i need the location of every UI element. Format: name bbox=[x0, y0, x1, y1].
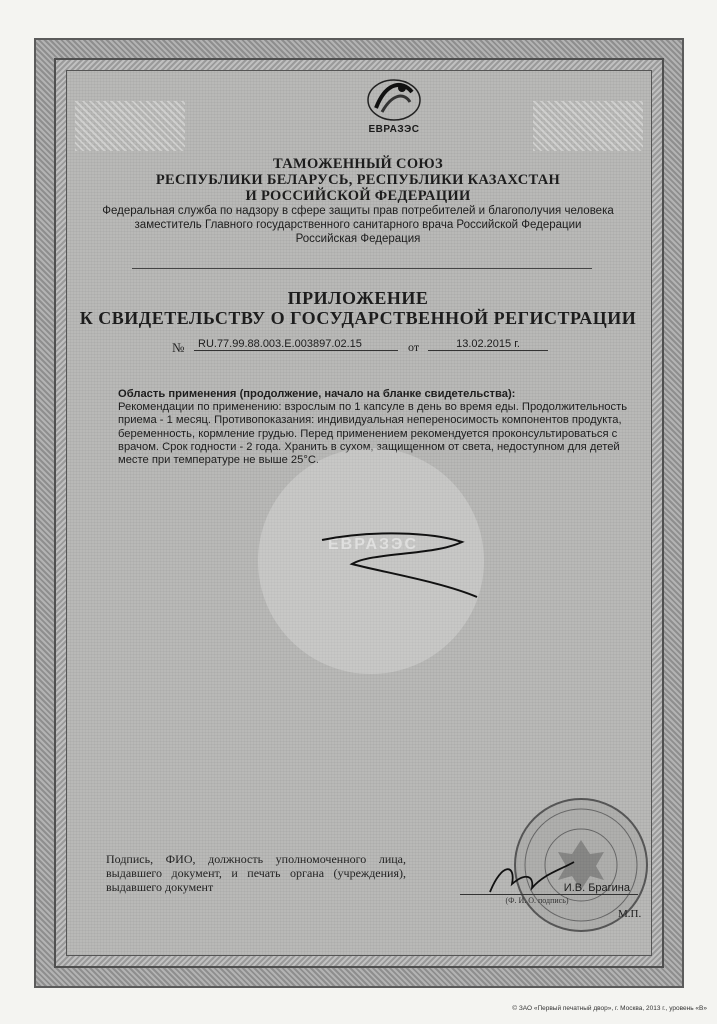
authority-line: Российская Федерация bbox=[295, 233, 421, 245]
eurasec-emblem-icon bbox=[362, 72, 426, 124]
title-line-1: ПРИЛОЖЕНИЕ bbox=[287, 288, 429, 308]
authority-line: Федеральная служба по надзору в сфере защиты прав потребителей и благополучия человека bbox=[102, 205, 614, 217]
signature-caption: Подпись, ФИО, должность уполномоченного лица, выдавшего документ, и печать органа (учреждения), выдавшего документ bbox=[106, 852, 406, 894]
eurasec-emblem bbox=[362, 72, 426, 142]
fio-note: (Ф. И. О. подпись) bbox=[505, 896, 569, 905]
scope-heading: Область применения (продолжение, начало на бланке свидетельства): bbox=[118, 388, 516, 400]
header-line: РЕСПУБЛИКИ БЕЛАРУСЬ, РЕСПУБЛИКИ КАЗАХСТАН bbox=[155, 172, 561, 188]
authority-field-line bbox=[132, 268, 592, 277]
emblem-label: ЕВРАЗЭС bbox=[368, 124, 420, 135]
registration-row bbox=[172, 338, 572, 354]
seal-place-label: М.П. bbox=[618, 908, 642, 920]
handwritten-stroke bbox=[312, 512, 492, 602]
title-line-2: К СВИДЕТЕЛЬСТВУ О ГОСУДАРСТВЕННОЙ РЕГИСТРАЦИИ bbox=[79, 308, 637, 328]
watermark-label: ЕВРАЗЭС bbox=[327, 536, 418, 553]
date-prefix: от bbox=[408, 340, 420, 354]
authority-line: заместитель Главного государственного санитарного врача Российской Федерации bbox=[134, 219, 582, 231]
header-line: ТАМОЖЕННЫЙ СОЮЗ bbox=[273, 156, 443, 172]
document-title bbox=[62, 288, 654, 328]
registration-date: 13.02.2015 г. bbox=[428, 338, 548, 351]
signer-name: И.В. Брагина bbox=[460, 882, 638, 895]
registration-number: RU.77.99.88.003.Е.003897.02.15 bbox=[194, 338, 398, 351]
number-sign: № bbox=[172, 340, 185, 355]
scope-text: Рекомендации по применению: взрослым по 1 капсуле в день во время еды. Продолжительность приема - 1 месяц. Противопоказания: индивидуальная непереносимость компонентов продукта, беременность, кормление грудью. Перед применением рекомендуется проконсультироваться с врачом. Срок годности - 2 года. Хранить в сухом, защищенном от света, недоступном для детей месте при температуре не выше 25°С. bbox=[118, 401, 628, 467]
issuer-header bbox=[62, 156, 654, 246]
header-line: И РОССИЙСКОЙ ФЕДЕРАЦИИ bbox=[245, 188, 471, 204]
document-content bbox=[62, 62, 654, 952]
printer-imprint: © ЗАО «Первый печатный двор», г. Москва, 2013 г., уровень «В» bbox=[512, 1005, 707, 1012]
